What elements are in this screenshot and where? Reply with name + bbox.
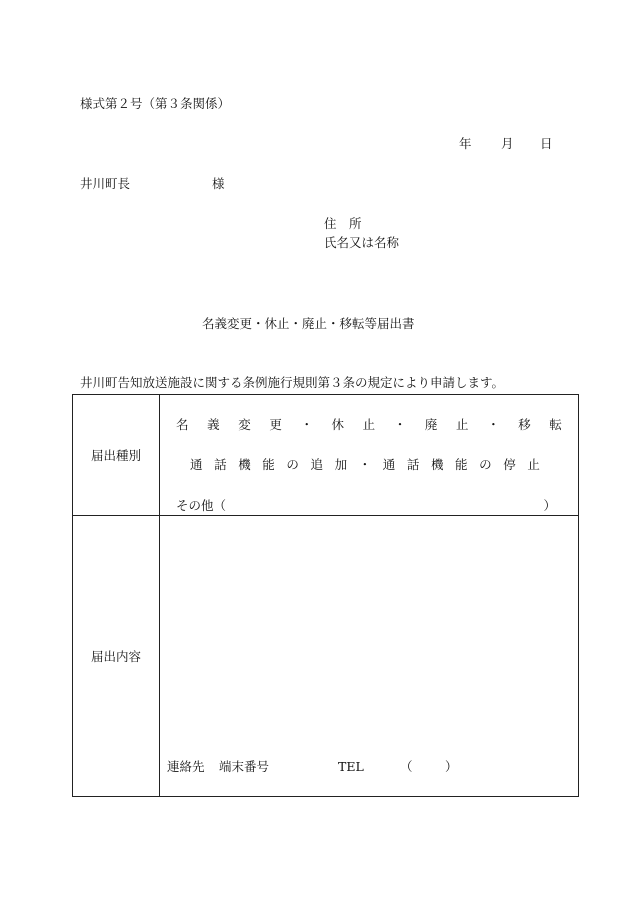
type-line1-char: 休	[331, 417, 345, 432]
content-label: 届出内容	[90, 649, 141, 664]
tel-open-paren: （	[400, 759, 413, 774]
applicant-address-label: 住 所	[324, 216, 362, 231]
type-line2-char: 停	[503, 457, 516, 472]
type-line2-char: 機	[238, 457, 251, 472]
type-line1-char: 止	[362, 417, 376, 432]
type-options-line2	[190, 459, 540, 472]
terminal-number-label: 端末番号	[219, 759, 270, 774]
notification-table	[72, 394, 579, 797]
tel-label: TEL	[338, 759, 364, 774]
type-line1-char: 移	[518, 417, 531, 432]
addressee-name: 井川町長	[80, 176, 131, 191]
type-label: 届出種別	[90, 448, 141, 463]
type-line1-char: 更	[269, 417, 282, 432]
type-options-cell	[160, 395, 579, 516]
type-line2-char: の	[479, 457, 492, 472]
type-line2-char: 追	[310, 457, 323, 472]
type-line1-char: 廃	[424, 417, 438, 432]
type-line1-char: 名	[176, 417, 189, 432]
date-year-label: 年	[459, 136, 472, 151]
type-line2-char: ・	[358, 457, 372, 472]
type-line2-char: 能	[262, 457, 275, 472]
type-line2-char: 止	[527, 457, 540, 472]
type-label-cell	[73, 395, 160, 516]
other-label: その他（	[176, 498, 227, 513]
type-line1-char: ・	[487, 417, 500, 432]
type-line2-char: 通	[382, 457, 396, 472]
addressee-honorific: 様	[212, 176, 225, 191]
other-close: ）	[543, 498, 556, 513]
document-title: 名義変更・休止・廃止・移転等届出書	[202, 316, 415, 331]
date-day-label: 日	[540, 136, 553, 151]
type-line1-char: 止	[455, 417, 469, 432]
form-number: 様式第２号（第３条関係）	[80, 96, 231, 111]
type-line2-char: 加	[334, 457, 348, 472]
type-line2-char: 話	[214, 457, 227, 472]
type-line2-char: 能	[455, 457, 468, 472]
applicant-name-label: 氏名又は名称	[324, 235, 400, 250]
type-line2-char: 話	[406, 457, 420, 472]
content-cell	[160, 516, 579, 797]
contact-label: 連絡先	[167, 759, 205, 774]
type-options-line1	[176, 419, 562, 432]
type-line1-char: 転	[549, 417, 562, 432]
content-row	[73, 516, 579, 797]
type-line2-char: 通	[190, 457, 203, 472]
content-label-cell	[73, 516, 160, 797]
date-month-label: 月	[501, 136, 514, 151]
intro-statement: 井川町告知放送施設に関する条例施行規則第３条の規定により申請します。	[80, 375, 505, 390]
type-line1-char: 義	[207, 417, 220, 432]
type-line2-char: 機	[430, 457, 444, 472]
type-line2-char: の	[286, 457, 299, 472]
type-line1-char: ・	[393, 417, 407, 432]
type-row	[73, 395, 579, 516]
type-line1-char: ・	[300, 417, 313, 432]
tel-close-paren: ）	[445, 759, 458, 774]
type-line1-char: 変	[238, 417, 251, 432]
